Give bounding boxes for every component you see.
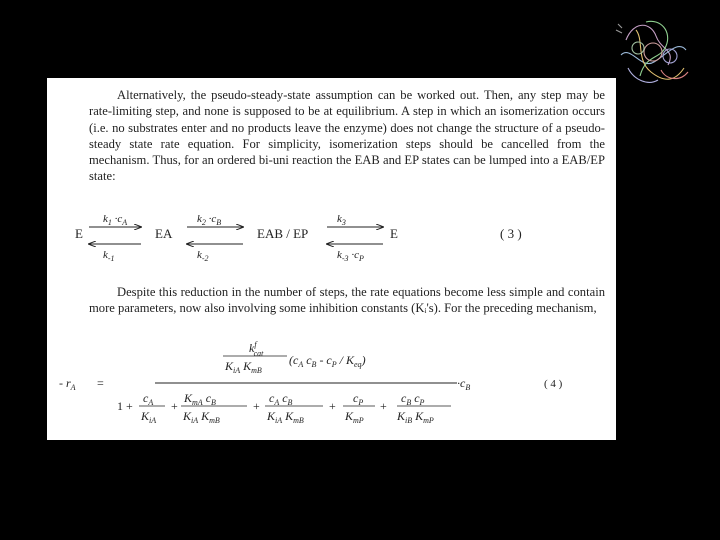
- paragraph-pseudo-steady-state: Alternatively, the pseudo-steady-state assumption can be worked out. Then, any step may be rate-limiting step, and none is supposed to be at equilibrium. A step in which an isomerization occurs (i.e. no substrates enter and no products leave the enzyme) does not change the structure of a pseudo-steady state rate equation. For simplicity, isomerization steps should be cancelled from the mechanism. Thus, for an ordered bi-uni reaction the EAB and EP states can be lumped into a EAB/EP state:: [89, 88, 605, 184]
- svg-text:KiA KmB: $K_{iA}$ $K_{mB}$: [183, 409, 220, 425]
- numerator-bracket: ($c_A$ $c_B - c_P / K_{eq}$): [289, 353, 366, 369]
- svg-text:cP: $c_P$: [353, 391, 364, 407]
- denominator-one-plus: 1 +: [117, 399, 133, 413]
- reaction-scheme: [47, 206, 616, 266]
- svg-text:k-2: $k_{-2}$: [197, 249, 209, 263]
- svg-text:cA: $c_A$: [143, 391, 154, 407]
- species-e-start: E: [75, 226, 83, 241]
- svg-text:KmA cB: $K_{mA}$ $c_B$: [184, 391, 216, 407]
- svg-text:+: +: [171, 399, 178, 413]
- species-ea: EA: [155, 226, 173, 241]
- rate-equation: [47, 340, 616, 430]
- svg-text:KiA: $K_{iA}$: [141, 409, 157, 425]
- svg-text:cB cP: $c_B$ $c_P$: [401, 391, 425, 407]
- protein-structure-image: [606, 10, 700, 94]
- svg-text:k3: $k_3$: [337, 213, 346, 227]
- species-eab-ep: EAB / EP: [257, 226, 309, 241]
- reverse-rate-label-2: [197, 249, 209, 263]
- denominator-terms: [139, 391, 451, 425]
- times-cb: $\cdot c_B$: [457, 376, 471, 392]
- svg-text:cA cB: $c_A$ $c_B$: [269, 391, 293, 407]
- svg-text:k1 ·cA: $k_1 \cdot c_A$: [103, 213, 128, 227]
- species-e-end: E: [390, 226, 398, 241]
- text-panel: [47, 78, 616, 440]
- svg-text:KmP: $K_{mP}$: [345, 409, 364, 425]
- rate-equals: =: [97, 376, 104, 390]
- reverse-rate-label-1: [103, 249, 115, 263]
- svg-text:+: +: [380, 399, 387, 413]
- svg-text:KiA KmB: $K_{iA}$ $K_{mB}$: [267, 409, 304, 425]
- forward-rate-label-3: [337, 213, 346, 227]
- reverse-rate-label-3: [337, 249, 364, 263]
- paragraph-inhibition-constants: Despite this reduction in the number of steps, the rate equations become less simple and contain more parameters, now also involving some inhibition constants (Kᵢ's). For the preceding mechanism,: [89, 285, 605, 316]
- svg-text:+: +: [329, 399, 336, 413]
- svg-text:k2 ·cB: $k_2 \cdot c_B$: [197, 213, 222, 227]
- forward-rate-label-2: [197, 213, 221, 227]
- svg-text:k-3 ·cP: $k_{-3} \cdot c_P$: [337, 249, 364, 263]
- equation-number-4: ( 4 ): [544, 378, 563, 390]
- svg-text:KiB KmP: $K_{iB}$ $K_{mP}$: [397, 409, 434, 425]
- rate-lhs: - $r_A$: [59, 376, 76, 392]
- svg-text:k-1: $k_{-1}$: [103, 249, 115, 263]
- kcat-f: $k^f$ cat: [249, 340, 264, 358]
- equation-number-3: ( 3 ): [500, 226, 522, 241]
- forward-rate-label-1: [103, 213, 127, 227]
- svg-text:+: +: [253, 399, 260, 413]
- kia-kmb: $K_{iA}$ $K_{mB}$: [225, 359, 262, 375]
